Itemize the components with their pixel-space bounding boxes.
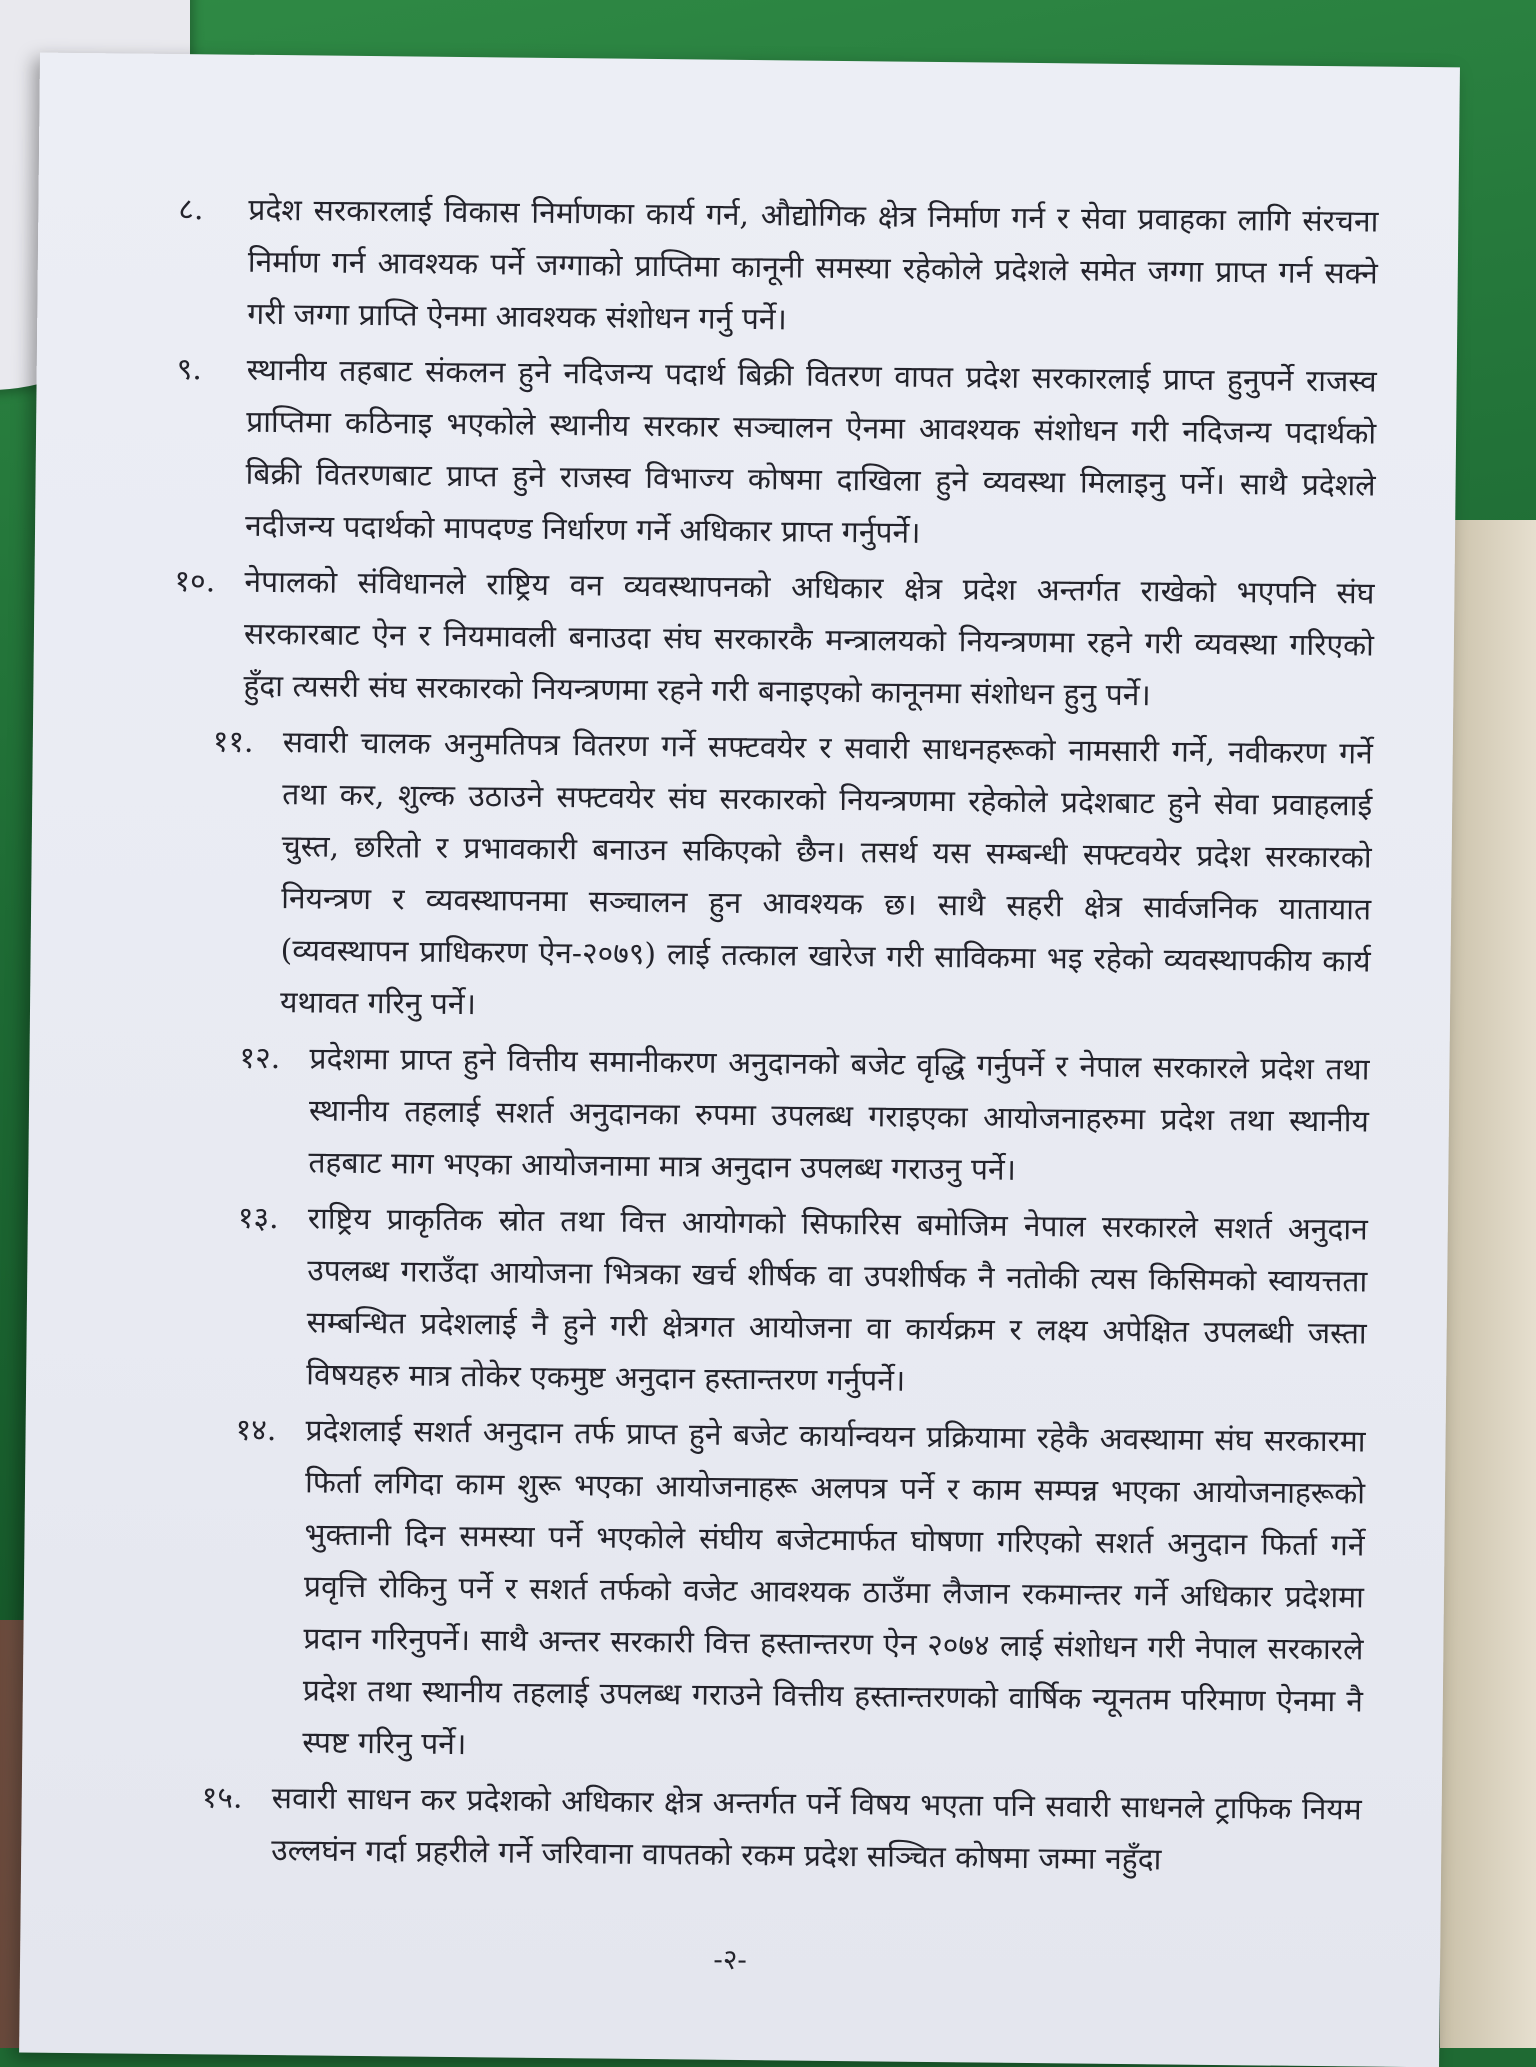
list-item xyxy=(201,1772,1362,1888)
background-cloth xyxy=(1440,520,1536,2048)
list-item xyxy=(236,1193,1368,1413)
item-number: १२. xyxy=(239,1040,281,1077)
item-number: ११. xyxy=(212,724,254,760)
list-item xyxy=(232,1405,1366,1781)
item-number: १४. xyxy=(235,1412,277,1449)
item-text: प्रदेशमा प्राप्त हुने वित्तीय समानीकरण अनुदानको बजेट वृद्धि गर्नुपर्ने र नेपाल सरकारले प्रदेश तथा स्थानीय तहलाई सशर्त अनुदानका रुपमा उपलब्ध गराइएका आयोजनाहरुमा प्रदेश तथा स्थानीय तहबाट माग भएका आयोजनामा मात्र अनुदान उपलब्ध गराउनु पर्ने। xyxy=(308,1041,1370,1188)
list-item xyxy=(210,716,1373,1040)
document-page xyxy=(19,53,1460,2067)
document-body xyxy=(161,184,1379,1892)
item-text: प्रदेश सरकारलाई विकास निर्माणका कार्य गर्न, औद्योगिक क्षेत्र निर्माण गर्न र सेवा प्रवाहका लागि संरचना निर्माण गर्न आवश्यक पर्ने जग्गाको प्राप्तिमा कानूनी समस्या रहेकोले प्रदेशले समेत जग्गा प्राप्त गर्न सक्ने गरी जग्गा प्राप्ति ऐनमा आवश्यक संशोधन गर्नु पर्ने। xyxy=(247,192,1379,338)
list-item xyxy=(238,1033,1370,1201)
item-text: नेपालको संविधानले राष्ट्रिय वन व्यवस्थापनको अधिकार क्षेत्र प्रदेश अन्तर्गत राखेको भएपनि संघ सरकारबाट ऐन र नियमावली बनाउदा संघ सरकारकै मन्त्रालयको नियन्त्रणमा रहने गरी व्यवस्था गरिएको हुँदा त्यसरी संघ सरकारको नियन्त्रणमा रहने गरी बनाइएको कानूनमा संशोधन हुनु पर्ने। xyxy=(243,564,1375,714)
item-text: प्रदेशलाई सशर्त अनुदान तर्फ प्राप्त हुने बजेट कार्यान्वयन प्रक्रियामा रहेकै अवस्थामा संघ सरकारमा फिर्ता लगिदा काम शुरू भएका आयोजनाहरू अलपत्र पर्ने र काम सम्पन्न भएका आयोजनाहरूको भुक्तानी दिन समस्या पर्ने भएकोले संघीय बजेटमार्फत घोषणा गरिएको सशर्त अनुदान फिर्ता गर्ने प्रवृत्ति रोकिनु पर्ने र सशर्त तर्फको वजेट आवश्यक ठाउँमा लैजान रकमान्तर गर्ने अधिकार प्रदेशमा प्रदान गरिनुपर्ने। साथै अन्तर सरकारी वित्त हस्तान्तरण ऐन २०७४ लाई संशोधन गरी नेपाल सरकारले प्रदेश तथा स्थानीय तहलाई उपलब्ध गराउने वित्तीय हस्तान्तरणको वार्षिक न्यूनतम परिमाण ऐनमा नै स्पष्ट गरिनु पर्ने। xyxy=(302,1413,1366,1763)
list-item xyxy=(177,184,1379,353)
item-text: सवारी चालक अनुमतिपत्र वितरण गर्ने सफ्टवयेर र सवारी साधनहरूको नामसारी गर्ने, नवीकरण गर्ने तथा कर, शुल्क उठाउने सफ्टवयेर संघ सरकारको नियन्त्रणमा रहेकोले प्रदेशबाट हुने सेवा प्रवाहलाई चुस्त, छरितो र प्रभावकारी बनाउन सकिएको छैन। तसर्थ यस सम्बन्धी सफ्टवयेर प्रदेश सरकारको नियन्त्रण र व्यवस्थापनमा सञ्चालन हुन आवश्यक छ। साथै सहरी क्षेत्र सार्वजनिक यातायात (व्यवस्थापन प्राधिकरण ऐन-२०७९) लाई तत्काल खारेज गरी साविकमा भइ रहेको व्यवस्थापकीय कार्य यथावत गरिनु पर्ने। xyxy=(279,725,1373,1023)
item-text: स्थानीय तहबाट संकलन हुने नदिजन्य पदार्थ बिक्री वितरण वापत प्रदेश सरकारलाई प्राप्त हुनुपर्ने राजस्व प्राप्तिमा कठिनाइ भएकोले स्थानीय सरकार सञ्चालन ऐनमा आवश्यक संशोधन गरी नदिजन्य पदार्थको बिक्री वितरणबाट प्राप्त हुने राजस्व विभाज्य कोषमा दाखिला हुने व्यवस्था मिलाइनु पर्ने। साथै प्रदेशले नदीजन्य पदार्थको मापदण्ड निर्धारण गर्ने अधिकार प्राप्त गर्नुपर्ने। xyxy=(244,352,1377,551)
item-number: ९. xyxy=(176,352,203,388)
list-item xyxy=(173,556,1375,725)
item-number: १५. xyxy=(201,1780,243,1816)
page-number: -२- xyxy=(713,1942,748,1977)
item-text: सवारी साधन कर प्रदेशको अधिकार क्षेत्र अन्तर्गत पर्ने विषय भएता पनि सवारी साधनले ट्राफिक नियम उल्लघंन गर्दा प्रहरीले गर्ने जरिवाना वापतको रकम प्रदेश सञ्चित कोषमा जम्मा नहुँदा xyxy=(271,1781,1362,1878)
item-number: १३. xyxy=(237,1200,279,1237)
item-number: ८. xyxy=(178,192,204,228)
item-number: १०. xyxy=(174,564,216,600)
item-text: राष्ट्रिय प्राकृतिक स्रोत तथा वित्त आयोगको सिफारिस बमोजिम नेपाल सरकारले सशर्त अनुदान उपलब्ध गराउँदा आयोजना भित्रका खर्च शीर्षक वा उपशीर्षक नै नतोकी त्यस किसिमको स्वायत्तता सम्बन्धित प्रदेशलाई नै हुने गरी क्षेत्रगत आयोजना वा कार्यक्रम र लक्ष्य अपेक्षित उपलब्धी जस्ता विषयहरु मात्र तोकेर एकमुष्ट अनुदान हस्तान्तरण गर्नुपर्ने। xyxy=(306,1201,1368,1399)
list-item xyxy=(175,344,1377,565)
